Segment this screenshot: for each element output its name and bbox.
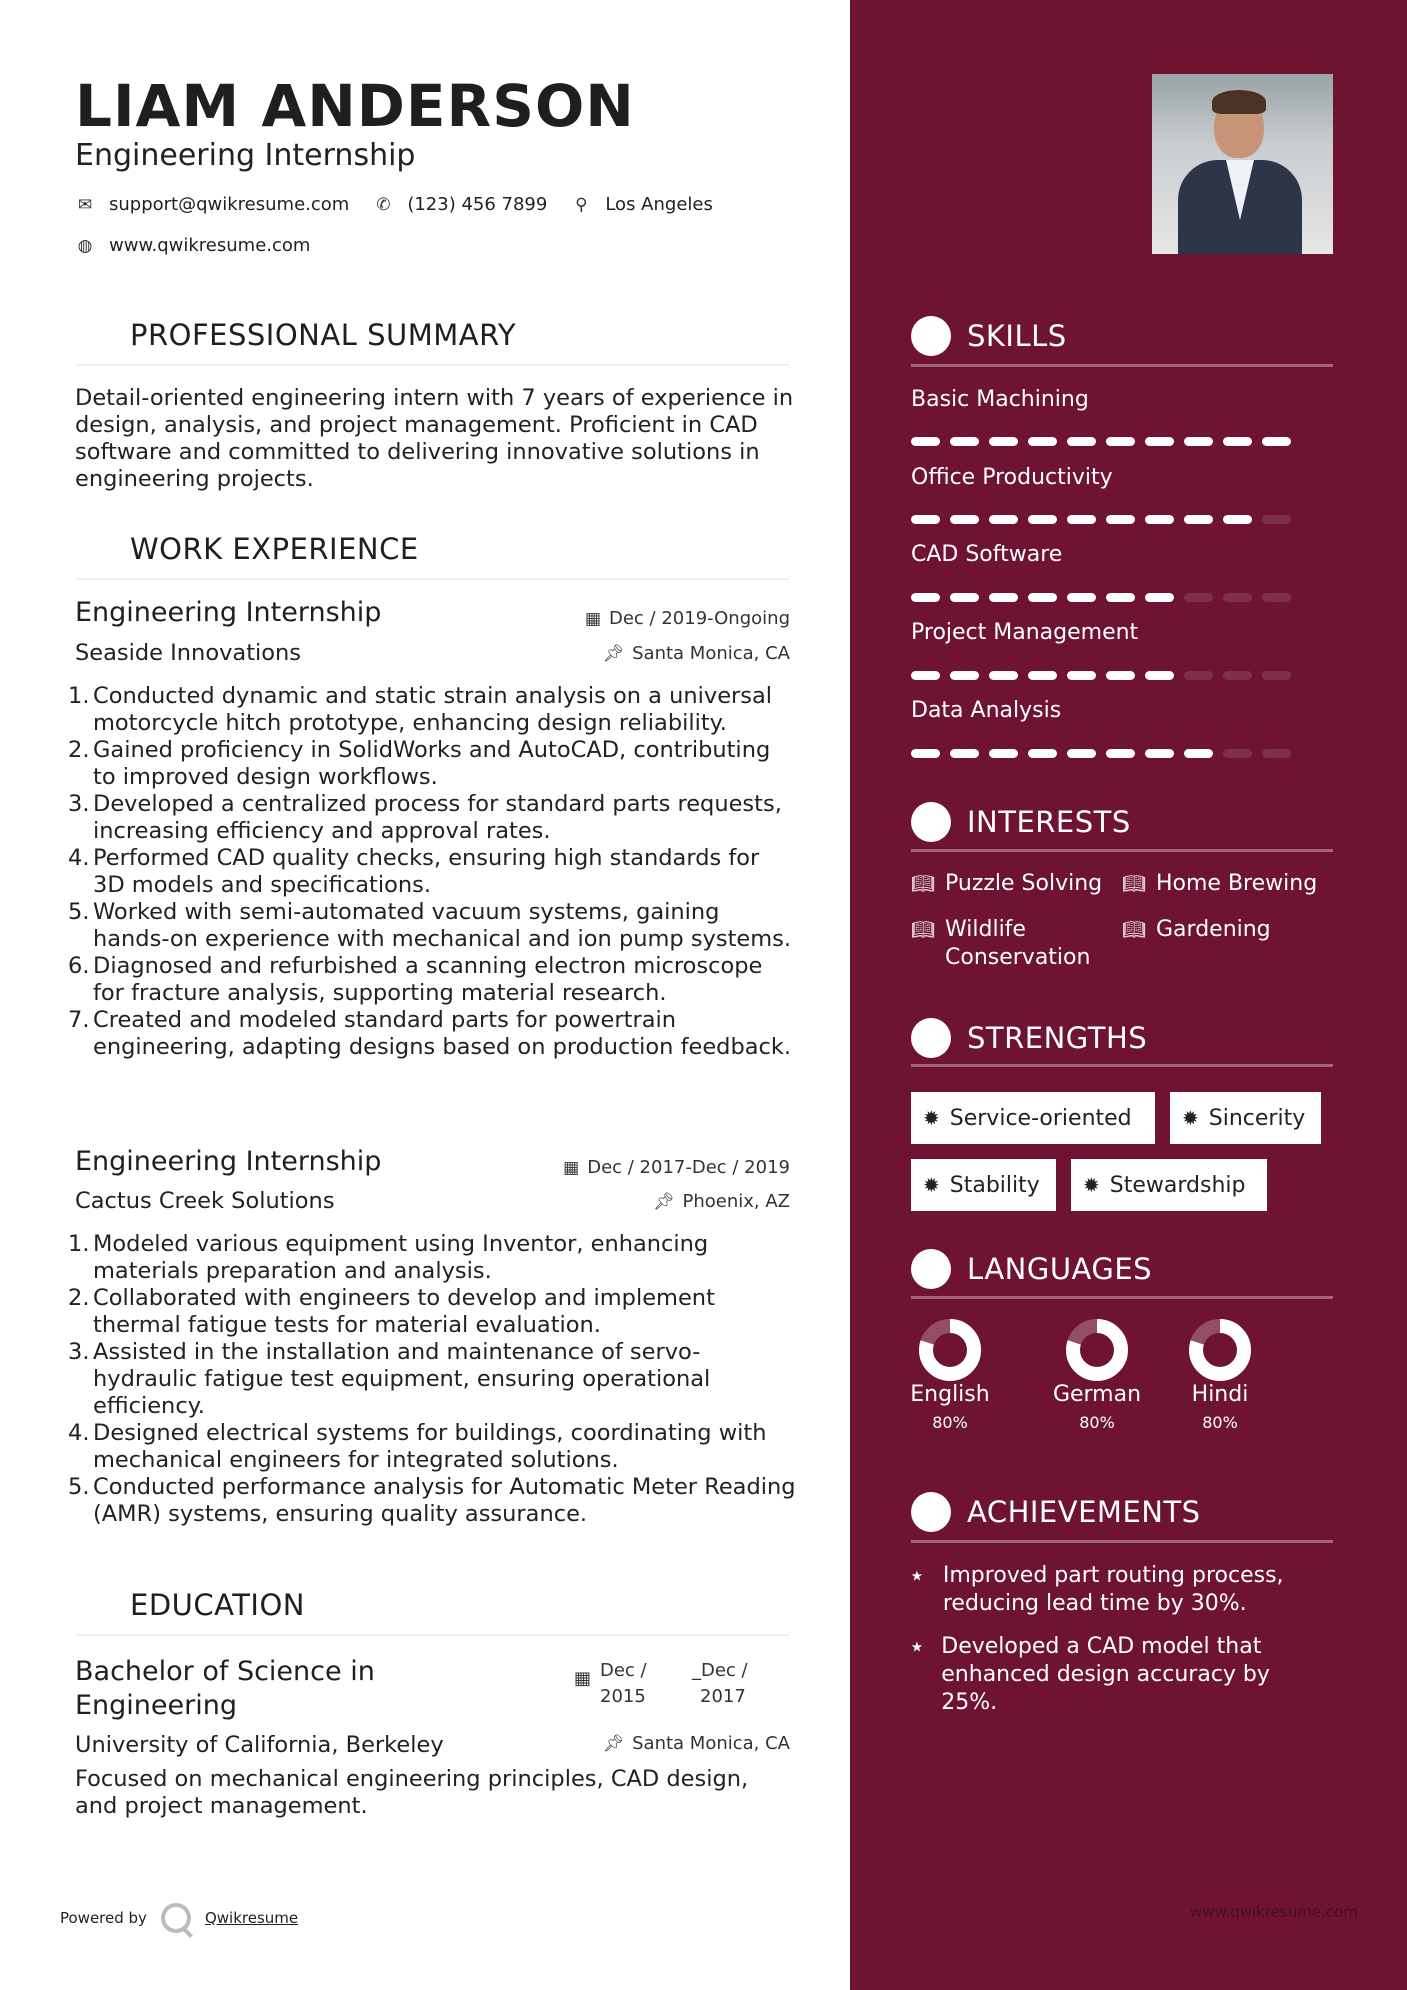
divider xyxy=(75,578,790,580)
map-pin-icon: ⚲ xyxy=(575,194,588,215)
skill-label: Basic Machining xyxy=(911,387,1089,412)
skill-dash xyxy=(989,437,1018,446)
skill-dash xyxy=(1028,749,1057,758)
language-ring-icon xyxy=(918,1318,982,1382)
divider xyxy=(911,1540,1333,1543)
skill-dash xyxy=(950,671,979,680)
language-item xyxy=(1175,1318,1265,1432)
skill-dash xyxy=(1262,515,1291,524)
interest-item: 📖︎ Gardening xyxy=(1122,917,1271,942)
strength-tag: ✹ Stewardship xyxy=(1071,1159,1267,1211)
strengths-heading: STRENGTHS xyxy=(911,1018,1147,1058)
education-location: 📌︎ Santa Monica, CA xyxy=(602,1733,790,1754)
skill-dash xyxy=(1223,749,1252,758)
skill-dash xyxy=(1262,749,1291,758)
achievement-item: ⭑ Developed a CAD model that enhanced design accuracy by 25%. xyxy=(911,1634,1270,1715)
languages-heading: LANGUAGES xyxy=(911,1249,1152,1289)
pin-icon: 📌︎ xyxy=(652,1191,675,1212)
language-item xyxy=(905,1318,995,1432)
list-item: 6. Diagnosed and refurbished a scanning electron microscope for fracture analysis, supporting material research. xyxy=(68,953,763,1006)
skill-dash xyxy=(911,515,940,524)
job-date xyxy=(585,608,790,629)
interest-item: 📖︎ Puzzle Solving xyxy=(911,871,1103,896)
list-item: 3. Assisted in the installation and maintenance of servo-hydraulic fatigue test equipment, ensuring operational efficiency. xyxy=(68,1339,711,1419)
skill-dash xyxy=(1145,671,1174,680)
skill-dash xyxy=(1028,671,1057,680)
degree-line-1: Bachelor of Science in xyxy=(75,1656,375,1687)
skill-dash xyxy=(1223,671,1252,680)
skill-dash xyxy=(1106,671,1135,680)
skill-dash xyxy=(1028,437,1057,446)
summary-heading: PROFESSIONAL SUMMARY xyxy=(130,318,517,352)
interest-item: 📖︎ Wildlife Conservation xyxy=(911,917,1091,970)
skill-bar xyxy=(911,593,1301,602)
skills-heading: SKILLS xyxy=(911,316,1067,356)
profile-photo xyxy=(1152,74,1333,254)
interests-heading: INTERESTS xyxy=(911,802,1131,842)
qwikresume-logo-icon xyxy=(161,1903,191,1933)
globe-icon: ◍ xyxy=(77,235,93,256)
skill-dash xyxy=(1106,515,1135,524)
job-date xyxy=(563,1157,790,1178)
candidate-title: Engineering Internship xyxy=(75,138,416,173)
badge-icon: ✹ xyxy=(1083,1173,1100,1197)
job-location xyxy=(653,1191,790,1212)
contact-row-2 xyxy=(75,235,334,256)
skill-label: Data Analysis xyxy=(911,698,1062,723)
skill-dash xyxy=(1184,749,1213,758)
phone-icon: ✆ xyxy=(376,194,391,215)
skill-dash xyxy=(911,437,940,446)
phone-text: (123) 456 7899 xyxy=(407,194,548,215)
skill-bar xyxy=(911,671,1301,680)
skill-dash xyxy=(911,749,940,758)
brand-link[interactable]: Qwikresume xyxy=(204,1909,299,1927)
skill-dash xyxy=(1223,593,1252,602)
website-text: www.qwikresume.com xyxy=(109,235,311,256)
skill-dash xyxy=(989,749,1018,758)
skill-dash xyxy=(1067,671,1096,680)
skill-dash xyxy=(1067,593,1096,602)
job-bullets xyxy=(68,683,798,1061)
calendar-icon: ▦ xyxy=(584,608,601,629)
location-text: Los Angeles xyxy=(605,194,713,215)
skill-dash xyxy=(1184,671,1213,680)
education-start-date: Dec / 2015 xyxy=(600,1660,647,1707)
job-location-text: Santa Monica, CA xyxy=(632,643,790,664)
contact-email[interactable] xyxy=(75,194,349,215)
language-name: English xyxy=(910,1382,990,1407)
book-icon: 📖︎ xyxy=(911,873,936,895)
skill-label: CAD Software xyxy=(911,542,1063,567)
education-end-date: _Dec / 2017 xyxy=(692,1660,748,1707)
skill-dash xyxy=(1106,593,1135,602)
star-icon: ⭑ xyxy=(911,1563,923,1588)
divider xyxy=(911,849,1333,852)
skill-dash xyxy=(1184,437,1213,446)
strength-tag: ✹ Service-oriented xyxy=(911,1092,1155,1144)
job-company: Seaside Innovations xyxy=(75,640,302,666)
email-text: support@qwikresume.com xyxy=(109,194,350,215)
skill-dash xyxy=(1145,593,1174,602)
calendar-icon: ▦ xyxy=(574,1668,592,1689)
work-heading: WORK EXPERIENCE xyxy=(130,532,419,566)
skill-dash xyxy=(1145,437,1174,446)
skill-dash xyxy=(1145,515,1174,524)
heading-dot-icon xyxy=(911,316,951,356)
badge-icon: ✹ xyxy=(1182,1106,1199,1130)
list-item: 5. Conducted performance analysis for Automatic Meter Reading (AMR) systems, ensuring quality assurance. xyxy=(68,1474,796,1527)
skill-dash xyxy=(911,671,940,680)
list-item: 1. Conducted dynamic and static strain analysis on a universal motorcycle hitch prototype, enhancing design reliability. xyxy=(68,683,773,736)
job-title: Engineering Internship xyxy=(75,1146,382,1177)
skill-dash xyxy=(1067,515,1096,524)
job-date-text: Dec / 2017-Dec / 2019 xyxy=(587,1157,790,1178)
skill-dash xyxy=(1262,437,1291,446)
language-percent: 80% xyxy=(932,1413,968,1432)
skill-bar xyxy=(911,515,1301,524)
book-icon: 📖︎ xyxy=(911,919,936,941)
skill-dash xyxy=(950,749,979,758)
language-ring-icon xyxy=(1065,1318,1129,1382)
school-name: University of California, Berkeley xyxy=(75,1732,444,1758)
language-percent: 80% xyxy=(1202,1413,1238,1432)
divider xyxy=(75,364,790,366)
badge-icon: ✹ xyxy=(923,1106,940,1130)
powered-by: Powered by Qwikresume xyxy=(60,1903,298,1933)
list-item: 5. Worked with semi-automated vacuum systems, gaining hands-on experience with mechanical and ion pump systems. xyxy=(68,899,792,952)
skill-label: Project Management xyxy=(911,620,1139,645)
pin-icon: 📌︎ xyxy=(602,643,625,664)
skill-bar xyxy=(911,437,1301,446)
skill-dash xyxy=(1106,437,1135,446)
job-location xyxy=(603,643,790,664)
contact-row xyxy=(75,194,737,215)
footer-website: www.qwikresume.com xyxy=(1190,1903,1358,1921)
degree-line-2: Engineering xyxy=(75,1690,237,1721)
candidate-name: LIAM ANDERSON xyxy=(75,72,635,140)
envelope-icon: ✉ xyxy=(77,194,93,215)
list-item: 4. Performed CAD quality checks, ensuring high standards for 3D models and specifications. xyxy=(68,845,760,898)
skill-dash xyxy=(1067,749,1096,758)
language-ring-icon xyxy=(1188,1318,1252,1382)
language-item xyxy=(1052,1318,1142,1432)
contact-location xyxy=(571,194,713,215)
skill-dash xyxy=(1028,593,1057,602)
list-item: 2. Gained proficiency in SolidWorks and AutoCAD, contributing to improved design workflows. xyxy=(68,737,771,790)
skill-dash xyxy=(989,593,1018,602)
skill-dash xyxy=(1028,515,1057,524)
badge-icon: ✹ xyxy=(923,1173,940,1197)
skill-dash xyxy=(1223,515,1252,524)
language-name: German xyxy=(1052,1382,1142,1407)
calendar-icon: ▦ xyxy=(563,1157,580,1178)
skill-dash xyxy=(950,437,979,446)
heading-dot-icon xyxy=(911,1018,951,1058)
skill-dash xyxy=(1067,437,1096,446)
skill-dash xyxy=(950,593,979,602)
job-title: Engineering Internship xyxy=(75,597,382,628)
education-description: Focused on mechanical engineering principles, CAD design, and project management. xyxy=(75,1766,749,1819)
star-icon: ⭑ xyxy=(911,1634,923,1659)
contact-website[interactable] xyxy=(75,235,310,256)
skill-dash xyxy=(1145,749,1174,758)
divider xyxy=(911,364,1333,367)
achievements-heading: ACHIEVEMENTS xyxy=(911,1492,1201,1532)
job-location-text: Phoenix, AZ xyxy=(682,1191,790,1212)
list-item: 1. Modeled various equipment using Inventor, enhancing materials preparation and analysis. xyxy=(68,1231,709,1284)
skill-label: Office Productivity xyxy=(911,465,1113,490)
skill-dash xyxy=(911,593,940,602)
skill-dash xyxy=(1223,437,1252,446)
strength-tag: ✹ Stability xyxy=(911,1159,1056,1211)
skill-dash xyxy=(1106,749,1135,758)
list-item: 4. Designed electrical systems for buildings, coordinating with mechanical engineers for integrated solutions. xyxy=(68,1420,767,1473)
degree-title xyxy=(75,1655,375,1723)
language-percent: 80% xyxy=(1079,1413,1115,1432)
skill-dash xyxy=(1184,515,1213,524)
skill-dash xyxy=(1184,593,1213,602)
heading-dot-icon xyxy=(911,802,951,842)
language-name: Hindi xyxy=(1191,1382,1249,1407)
list-item: 2. Collaborated with engineers to develop and implement thermal fatigue tests for material evaluation. xyxy=(68,1285,715,1338)
skill-dash xyxy=(989,515,1018,524)
skill-dash xyxy=(950,515,979,524)
summary-text: Detail-oriented engineering intern with 7 years of experience in design, analysis, and project management. Proficient in CAD software and committed to delivering innovative solutions in engineering projects. xyxy=(75,385,794,492)
job-company: Cactus Creek Solutions xyxy=(75,1188,335,1214)
job-bullets xyxy=(68,1231,798,1528)
interest-item: 📖︎ Home Brewing xyxy=(1122,871,1318,896)
contact-phone[interactable] xyxy=(373,194,547,215)
skill-dash xyxy=(1262,671,1291,680)
heading-dot-icon xyxy=(911,1249,951,1289)
job-date-text: Dec / 2019-Ongoing xyxy=(609,608,790,629)
skill-dash xyxy=(989,671,1018,680)
skill-bar xyxy=(911,749,1301,758)
pin-icon: 📌︎ xyxy=(602,1733,625,1754)
heading-dot-icon xyxy=(911,1492,951,1532)
book-icon: 📖︎ xyxy=(1122,919,1147,941)
book-icon: 📖︎ xyxy=(1122,873,1147,895)
divider xyxy=(911,1064,1333,1067)
list-item: 7. Created and modeled standard parts for powertrain engineering, adapting designs based on production feedback. xyxy=(68,1007,792,1060)
divider xyxy=(75,1634,790,1636)
skill-dash xyxy=(1262,593,1291,602)
divider xyxy=(911,1296,1333,1299)
strength-tag: ✹ Sincerity xyxy=(1170,1092,1321,1144)
list-item: 3. Developed a centralized process for standard parts requests, increasing efficiency and approval rates. xyxy=(68,791,782,844)
education-heading: EDUCATION xyxy=(130,1588,306,1622)
achievement-item: ⭑ Improved part routing process, reducing lead time by 30%. xyxy=(911,1563,1284,1616)
